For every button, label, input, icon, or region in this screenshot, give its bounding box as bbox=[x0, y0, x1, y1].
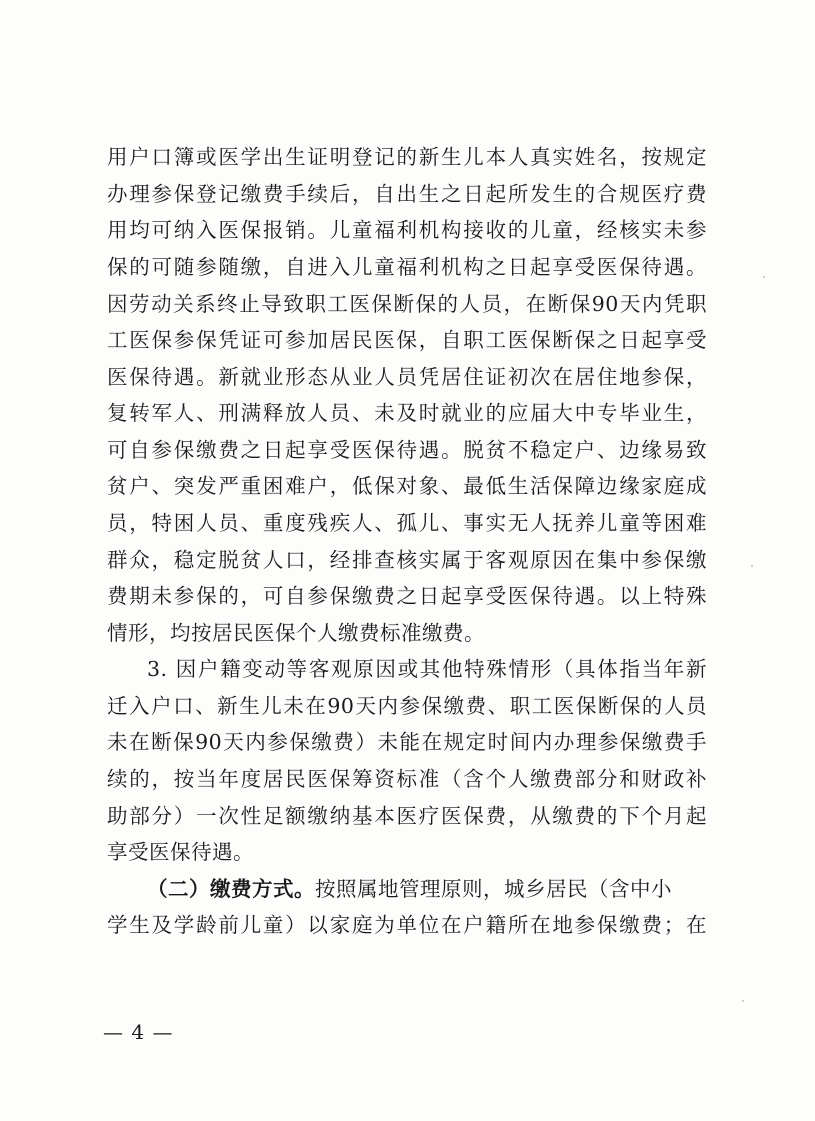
scan-speck bbox=[742, 1000, 744, 1002]
section-2-text: 按照属地管理原则，城乡居民（含中小 bbox=[315, 877, 672, 901]
scan-speck bbox=[763, 276, 765, 278]
paragraph-line: 情形，均按居民医保个人缴费标准缴费。 bbox=[107, 621, 485, 645]
scan-speck bbox=[751, 565, 753, 567]
paragraph-line: 费期未参保的，可自参保缴费之日起享受医保待遇。以上特殊 bbox=[107, 584, 707, 608]
section-2-line: 学生及学龄前儿童）以家庭为单位在户籍所在地参保缴费；在 bbox=[107, 913, 707, 937]
item-3-line: 续的，按当年度居民医保筹资标准（含个人缴费部分和财政补 bbox=[107, 767, 707, 791]
paragraph-line: 用户口簿或医学出生证明登记的新生儿本人真实姓名，按规定 bbox=[107, 145, 707, 169]
paragraph-line: 办理参保登记缴费手续后，自出生之日起所发生的合规医疗费 bbox=[107, 182, 707, 206]
paragraph-line: 复转军人、刑满释放人员、未及时就业的应届大中专毕业生， bbox=[107, 401, 707, 425]
paragraph-line: 因劳动关系终止导致职工医保断保的人员，在断保90天内凭职 bbox=[107, 292, 707, 316]
item-3-line: 未在断保90天内参保缴费）未能在规定时间内办理参保缴费手 bbox=[107, 730, 707, 754]
paragraph-line: 可自参保缴费之日起享受医保待遇。脱贫不稳定户、边缘易致 bbox=[107, 438, 707, 462]
item-3-line: 享受医保待遇。 bbox=[107, 840, 254, 864]
paragraph-line: 用均可纳入医保报销。儿童福利机构接收的儿童，经核实未参 bbox=[107, 218, 707, 242]
paragraph-line: 群众，稳定脱贫人口，经排查核实属于客观原因在集中参保缴 bbox=[107, 548, 707, 572]
item-3-line: 迁入户口、新生儿未在90天内参保缴费、职工医保断保的人员 bbox=[107, 694, 707, 718]
item-3-line: 3. 因户籍变动等客观原因或其他特殊情形（具体指当年新 bbox=[147, 657, 707, 681]
paragraph-line: 保的可随参随缴，自进入儿童福利机构之日起享受医保待遇。 bbox=[107, 255, 707, 279]
paragraph-line: 员，特困人员、重度残疾人、孤儿、事实无人抚养儿童等困难 bbox=[107, 511, 707, 535]
page-number: — 4 — bbox=[103, 1020, 174, 1044]
section-2-first-line bbox=[147, 874, 707, 904]
item-3-line: 助部分）一次性足额缴纳基本医疗医保费，从缴费的下个月起 bbox=[107, 804, 707, 828]
paragraph-line: 工医保参保凭证可参加居民医保，自职工医保断保之日起享受 bbox=[107, 328, 707, 352]
paragraph-line: 医保待遇。新就业形态从业人员凭居住证初次在居住地参保， bbox=[107, 365, 707, 389]
section-2-heading: （二）缴费方式。 bbox=[147, 877, 315, 901]
paragraph-line: 贫户、突发严重困难户，低保对象、最低生活保障边缘家庭成 bbox=[107, 474, 707, 498]
